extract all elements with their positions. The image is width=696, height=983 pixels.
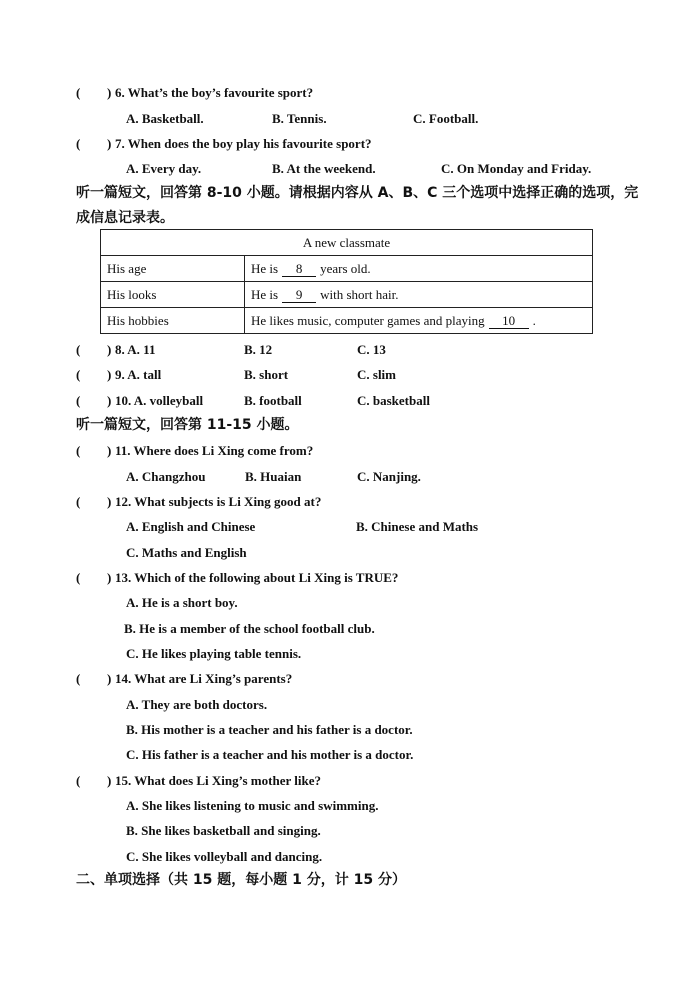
fill-blank: 8 [282, 262, 316, 277]
option-c: C. Nanjing. [357, 469, 421, 484]
option-b: B. short [244, 367, 289, 382]
answer-paren-open: ( [76, 671, 81, 686]
row-text-pre: He is [251, 260, 279, 276]
row-content [245, 256, 593, 282]
answer-paren-close: ) [107, 342, 112, 357]
table-title: A new classmate [101, 230, 593, 256]
option-a: A. Basketball. [126, 111, 204, 126]
answer-paren-open: ( [76, 570, 81, 585]
fill-blank: 10 [489, 314, 529, 329]
option-c: C. She likes volleyball and dancing. [126, 849, 323, 864]
info-record-table [100, 229, 593, 334]
answer-paren-open: ( [76, 136, 81, 151]
option-a: A. She likes listening to music and swimming. [126, 798, 379, 813]
option-a: A. English and Chinese [126, 519, 256, 534]
option-c: C. basketball [357, 393, 430, 408]
answer-paren-close: ) [107, 367, 112, 382]
option-b: B. football [244, 393, 302, 408]
row-label: His age [101, 256, 245, 282]
question-stem: 10. A. volleyball [115, 393, 204, 408]
section-instruction: 听一篇短文，回答第 11-15 小题。 [76, 417, 299, 433]
row-content [245, 308, 593, 334]
answer-paren-close: ) [107, 773, 112, 788]
answer-paren-open: ( [76, 393, 81, 408]
option-b: B. 12 [244, 342, 273, 357]
answer-paren-open: ( [76, 773, 81, 788]
option-a: A. Changzhou [126, 469, 206, 484]
section-instruction-cont: 成信息记录表。 [76, 210, 174, 226]
option-c: C. He likes playing table tennis. [126, 646, 302, 661]
option-b: B. He is a member of the school football club. [124, 621, 375, 636]
row-text-post: years old. [320, 260, 371, 276]
question-stem: 14. What are Li Xing’s parents? [115, 671, 293, 686]
option-b: B. His mother is a teacher and his father is a doctor. [126, 722, 413, 737]
option-a: A. He is a short boy. [126, 595, 238, 610]
option-b: B. At the weekend. [272, 161, 376, 176]
answer-paren-close: ) [107, 443, 112, 458]
answer-paren-close: ) [107, 85, 112, 100]
row-label: His hobbies [101, 308, 245, 334]
row-text-pre: He likes music, computer games and playing [251, 312, 485, 328]
question-stem: 9. A. tall [115, 367, 162, 382]
row-label: His looks [101, 282, 245, 308]
table-row [101, 308, 593, 334]
answer-paren-close: ) [107, 671, 112, 686]
option-c: C. On Monday and Friday. [441, 161, 592, 176]
answer-paren-close: ) [107, 570, 112, 585]
answer-paren-open: ( [76, 342, 81, 357]
answer-paren-open: ( [76, 85, 81, 100]
row-text-post: with short hair. [320, 286, 399, 302]
option-b: B. Tennis. [272, 111, 327, 126]
option-c: C. Maths and English [126, 545, 247, 560]
option-c: C. His father is a teacher and his mother is a doctor. [126, 747, 414, 762]
row-content [245, 282, 593, 308]
option-c: C. slim [357, 367, 396, 382]
answer-paren-close: ) [107, 393, 112, 408]
question-stem: 6. What’s the boy’s favourite sport? [115, 85, 314, 100]
section-heading: 二、单项选择（共 15 题，每小题 1 分，计 15 分） [76, 872, 406, 888]
question-stem: 12. What subjects is Li Xing good at? [115, 494, 322, 509]
fill-blank: 9 [282, 288, 316, 303]
question-stem: 11. Where does Li Xing come from? [115, 443, 314, 458]
answer-paren-open: ( [76, 494, 81, 509]
section-instruction: 听一篇短文，回答第 8-10 小题。请根据内容从 A、B、C 三个选项中选择正确的选项，完 [76, 185, 639, 201]
table-row [101, 282, 593, 308]
option-c: C. 13 [357, 342, 386, 357]
question-stem: 15. What does Li Xing’s mother like? [115, 773, 321, 788]
option-c: C. Football. [413, 111, 479, 126]
row-text-pre: He is [251, 286, 279, 302]
question-stem: 8. A. 11 [115, 342, 156, 357]
answer-paren-open: ( [76, 443, 81, 458]
question-stem: 7. When does the boy play his favourite sport? [115, 136, 372, 151]
option-a: A. They are both doctors. [126, 697, 268, 712]
answer-paren-close: ) [107, 136, 112, 151]
row-text-post: . [532, 312, 536, 328]
table-row [101, 256, 593, 282]
option-b: B. She likes basketball and singing. [126, 823, 321, 838]
option-b: B. Chinese and Maths [356, 519, 479, 534]
option-b: B. Huaian [245, 469, 302, 484]
answer-paren-close: ) [107, 494, 112, 509]
option-a: A. Every day. [126, 161, 202, 176]
answer-paren-open: ( [76, 367, 81, 382]
question-stem: 13. Which of the following about Li Xing is TRUE? [115, 570, 399, 585]
